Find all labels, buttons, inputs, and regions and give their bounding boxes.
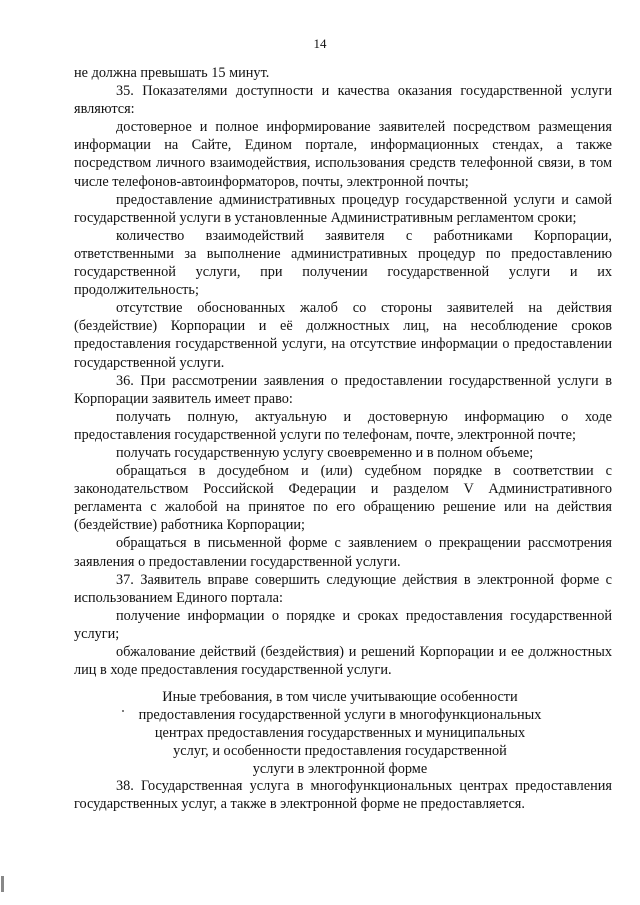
document-tail bbox=[74, 777, 612, 813]
paragraph-36-item-2: получать государственную услугу своевременно и в полном объеме; bbox=[116, 444, 534, 461]
scan-edge-mark bbox=[1, 876, 4, 892]
paragraph-35-item-3: количество взаимодействий заявителя с работниками Корпорации, ответственными за выполнение административных процедур по предоставлению государственной услуги, при получении государственной услуги и их продолжительность; bbox=[74, 227, 612, 299]
paragraph-38: 38. Государственная услуга в многофункциональных центрах предоставления государственных услуг, а также в электронной форме не предоставляется. bbox=[74, 778, 612, 813]
paragraph-36-item-1: получать полную, актуальную и достоверную информацию о ходе предоставления государственной услуги по телефонам, почте, электронной почте; bbox=[74, 408, 612, 443]
heading-line: услуг, и особенности предоставления государственной bbox=[173, 743, 507, 760]
paragraph-35-item-1: достоверное и полное информирование заявителей посредством размещения информации на Сайте, Едином портале, информационных стендах, а также посредством личного взаимодействия, использования средств телефонной связи, в том числе телефонов-автоинформаторов, почты, электронной почты; bbox=[74, 119, 612, 190]
paragraph-35-item-4: отсутствие обоснованных жалоб со стороны заявителей на действия (бездействие) Корпорации и её должностных лиц, на несоблюдение сроков предоставления государственной услуги, на отсутствие информации о предоставлении государственной услуги. bbox=[74, 300, 612, 371]
section-heading bbox=[100, 688, 580, 778]
heading-line: услуги в электронной форме bbox=[252, 761, 428, 778]
paragraph-36-item-3: обращаться в досудебном и (или) судебном порядке в соответствии с законодательством Российской Федерации и разделом V Административного регламента с жалобой на принятое по его обращению решение или на действия (бездействие) работника Корпорации; bbox=[74, 463, 612, 534]
document-body bbox=[74, 64, 612, 679]
paragraph-35: 35. Показателями доступности и качества оказания государственной услуги являются: bbox=[74, 83, 612, 118]
heading-line: предоставления государственной услуги в многофункциональных bbox=[138, 707, 542, 724]
paragraph-36-item-4: обращаться в письменной форме с заявлением о прекращении рассмотрения заявления о предоставлении государственной услуги. bbox=[74, 535, 612, 570]
heading-line: центрах предоставления государственных и муниципальных bbox=[154, 725, 526, 742]
heading-line: Иные требования, в том числе учитывающие особенности bbox=[162, 689, 518, 705]
paragraph-37-item-2: обжалование действий (бездействия) и решений Корпорации и ее должностных лиц в ходе предоставления государственной услуги. bbox=[74, 644, 612, 679]
paragraph-continuation: не должна превышать 15 минут. bbox=[74, 65, 270, 81]
paragraph-37-item-1: получение информации о порядке и сроках предоставления государственной услуги; bbox=[74, 607, 612, 642]
paragraph-36: 36. При рассмотрении заявления о предоставлении государственной услуги в Корпорации заявитель имеет право: bbox=[74, 372, 612, 407]
paragraph-35-item-2: предоставление административных процедур государственной услуги и самой государственной услуги в установленные Административным регламентом сроки; bbox=[74, 191, 612, 226]
paragraph-37: 37. Заявитель вправе совершить следующие действия в электронной форме с использованием Единого портала: bbox=[74, 571, 612, 606]
page-number: 14 bbox=[313, 36, 327, 51]
